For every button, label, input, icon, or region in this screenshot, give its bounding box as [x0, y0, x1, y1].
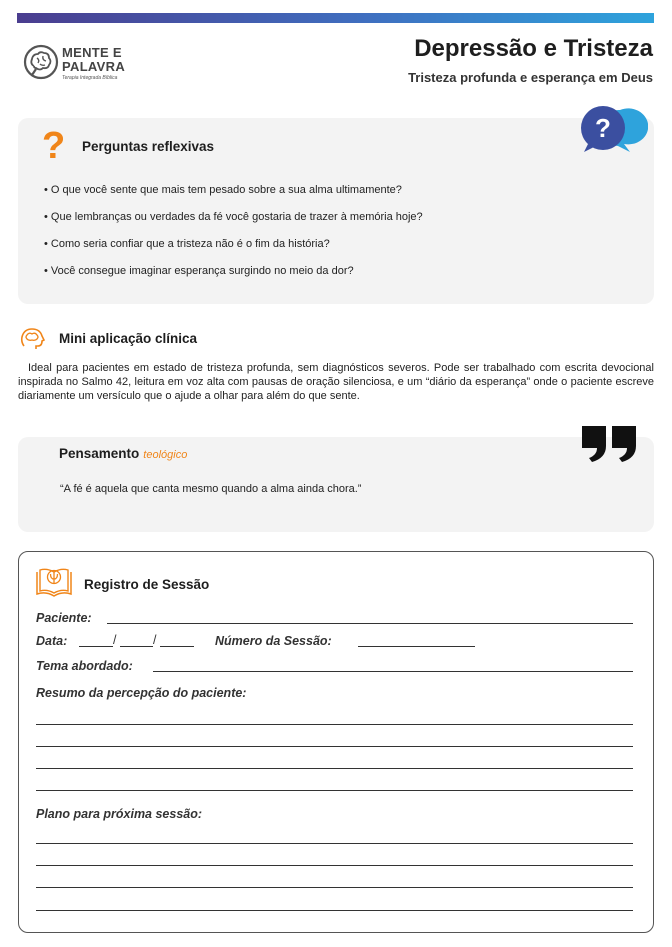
page-title: Depressão e Tristeza: [414, 35, 653, 62]
summary-line[interactable]: [36, 768, 633, 769]
thought-title-sub: teológico: [143, 449, 188, 461]
summary-line[interactable]: [36, 746, 633, 747]
thought-title-main: Pensamento: [59, 446, 140, 461]
date-day-field[interactable]: [79, 646, 113, 647]
brand-tagline: Terapia Integrada Bíblica: [62, 75, 118, 81]
plan-line[interactable]: [36, 843, 633, 844]
thought-quote: “A fé é aquela que canta mesmo quando a alma ainda chora.”: [60, 483, 362, 495]
quote-marks-icon: [580, 424, 640, 464]
question-list: [44, 184, 423, 292]
date-year-field[interactable]: [160, 646, 194, 647]
open-book-psi-icon: [35, 566, 73, 598]
session-number-label: Número da Sessão:: [215, 634, 332, 648]
question-item: • Como seria confiar que a tristeza não é o fim da história?: [44, 238, 330, 250]
date-separator: /: [153, 633, 157, 647]
thought-title: [59, 446, 187, 461]
chat-bubble-question-icon: [580, 104, 648, 154]
reflective-title: Perguntas reflexivas: [82, 139, 215, 154]
topic-field[interactable]: [153, 671, 633, 672]
date-separator: /: [113, 633, 117, 647]
summary-label: Resumo da percepção do paciente:: [36, 686, 247, 700]
question-item: • O que você sente que mais tem pesado sobre a sua alma ultimamente?: [44, 184, 402, 196]
question-item: • Você consegue imaginar esperança surgindo no meio da dor?: [44, 265, 354, 277]
top-gradient-bar: [17, 13, 654, 23]
session-title: Registro de Sessão: [84, 577, 210, 592]
clinical-paragraph: Ideal para pacientes em estado de tristeza profunda, sem diagnósticos severos. Pode ser trabalhado com escrita devocional inspirada no Salmo 42, leitura em voz alta com pausas de oração silenciosa, e um “diário da esperança” onde o paciente escreve diariamente um versículo que o ajude a olhar para além do que sente.: [18, 362, 654, 402]
page-subtitle: Tristeza profunda e esperança em Deus: [408, 70, 653, 85]
summary-line[interactable]: [36, 724, 633, 725]
brand-logo: [22, 44, 152, 86]
brand-name-line2: PALAVRA: [62, 59, 126, 74]
question-item: • Que lembranças ou verdades da fé você gostaria de trazer à memória hoje?: [44, 211, 423, 223]
plan-line[interactable]: [36, 865, 633, 866]
patient-field[interactable]: [107, 623, 633, 624]
brand-name-line1: MENTE E: [62, 45, 122, 60]
svg-text:?: ?: [595, 113, 611, 143]
summary-line[interactable]: [36, 790, 633, 791]
plan-label: Plano para próxima sessão:: [36, 807, 203, 821]
brand-name: [62, 46, 125, 74]
plan-line[interactable]: [36, 887, 633, 888]
plan-line[interactable]: [36, 910, 633, 911]
clinical-title: Mini aplicação clínica: [59, 331, 198, 346]
brain-logo-icon: [22, 44, 60, 82]
date-label: Data:: [36, 634, 68, 648]
patient-label: Paciente:: [36, 611, 92, 625]
session-number-field[interactable]: [358, 646, 475, 647]
date-month-field[interactable]: [120, 646, 153, 647]
session-registry-box: [18, 551, 654, 933]
topic-label: Tema abordado:: [36, 659, 133, 673]
question-mark-icon: ?: [42, 125, 66, 167]
head-brain-icon: [19, 326, 45, 350]
